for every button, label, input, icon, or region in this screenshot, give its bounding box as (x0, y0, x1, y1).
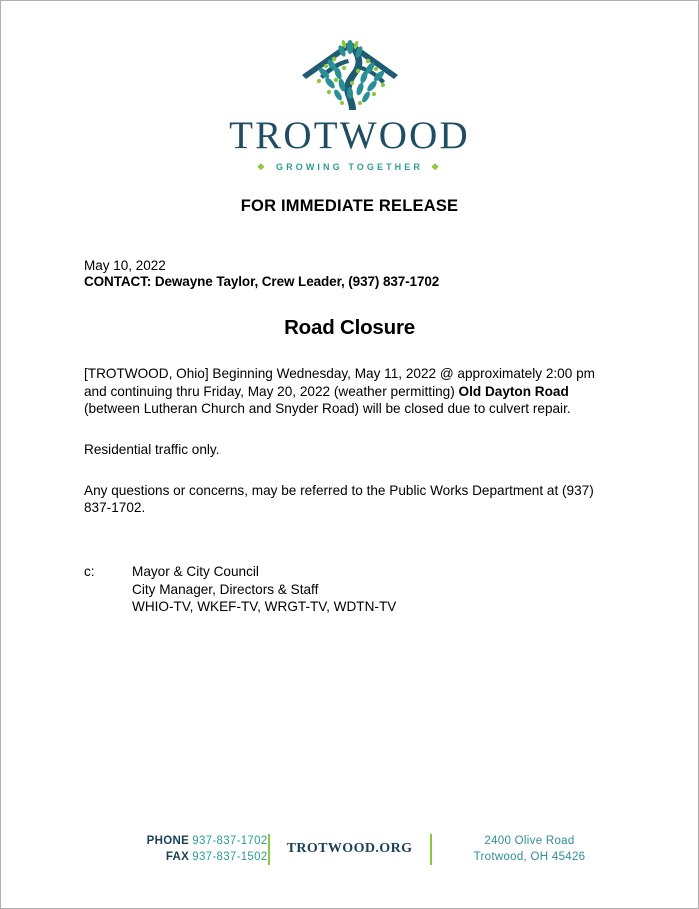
address-line-2: Trotwood, OH 45426 (473, 851, 586, 864)
footer-contact-block (72, 833, 268, 866)
cc-recipient-list (132, 563, 396, 616)
phone-number[interactable]: 937-837-1702 (192, 834, 268, 847)
leaf-ornament-right-icon: ❖ (430, 161, 443, 172)
road-name-highlight: Old Dayton Road (458, 383, 569, 399)
body-paragraph-2: Residential traffic only. (84, 441, 220, 457)
document-body (84, 197, 615, 616)
fax-number: 937-837-1502 (192, 851, 268, 864)
paragraph-1-part-2: (between Lutheran Church and Snyder Road) will be closed due to culvert repair. (84, 401, 571, 417)
page-footer (1, 833, 698, 866)
city-logo (1, 1, 698, 172)
website-link[interactable]: TROTWOOD.ORG (286, 841, 413, 857)
body-paragraph-3: Any questions or concerns, may be referred to the Public Works Department at (937) 837-1702. (84, 482, 594, 516)
leaf-ornament-left-icon: ❖ (256, 161, 269, 172)
paragraph-1-part-1: [TROTWOOD, Ohio] Beginning Wednesday, May 11, 2022 @ approximately 2:00 pm and continuing thru Friday, May 20, 2022 (weather permitting) (84, 365, 595, 399)
tagline-text: GROWING TOGETHER (276, 162, 423, 172)
fax-label: FAX (165, 851, 190, 864)
trotwood-tree-diamond-logo-icon (286, 35, 414, 113)
contact-line: CONTACT: Dewayne Taylor, Crew Leader, (937) 837-1702 (84, 274, 440, 290)
wordmark-text: TROTWOOD (229, 114, 470, 157)
cc-block (84, 563, 615, 616)
page-title: Road Closure (284, 315, 415, 339)
footer-website-block (270, 841, 430, 857)
release-heading: FOR IMMEDIATE RELEASE (240, 197, 459, 215)
cc-label: c: (84, 563, 95, 579)
footer-fax-row (147, 849, 268, 866)
footer-phone-row (147, 833, 268, 850)
footer-address-block (432, 833, 628, 866)
list-item: WHIO-TV, WKEF-TV, WRGT-TV, WDTN-TV (132, 599, 397, 615)
release-date: May 10, 2022 (84, 258, 166, 273)
tagline (1, 162, 698, 172)
address-line-1: 2400 Olive Road (484, 834, 575, 847)
meta-block (84, 258, 615, 291)
press-release-page (1, 1, 698, 908)
list-item: City Manager, Directors & Staff (132, 581, 319, 597)
phone-label: PHONE (146, 834, 190, 847)
body-paragraph-1 (84, 365, 615, 418)
list-item: Mayor & City Council (132, 563, 259, 579)
